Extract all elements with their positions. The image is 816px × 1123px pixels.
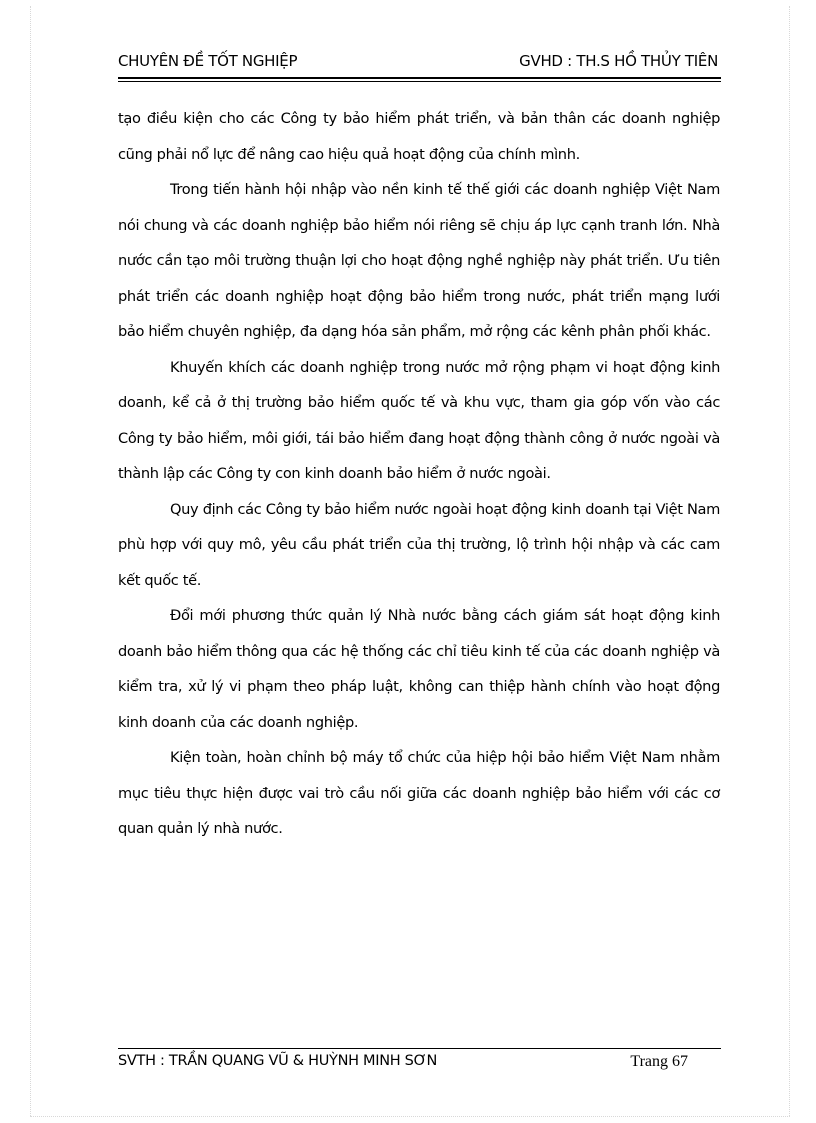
- header-rule-thin: [118, 81, 721, 82]
- page-header: [118, 52, 718, 78]
- footer-authors: SVTH : TRẦN QUANG VŨ & HUỲNH MINH SƠN: [118, 1053, 438, 1069]
- header-rule: [118, 77, 721, 79]
- paragraph-management: Đổi mới phương thức quản lý Nhà nước bằng cách giám sát hoạt động kinh doanh bảo hiểm thông qua các hệ thống các chỉ tiêu kinh tế của các doanh nghiệp và kiểm tra, xử lý vi phạm theo pháp luật, không can thiệp hành chính vào hoạt động kinh doanh của các doanh nghiệp.: [118, 607, 720, 731]
- paragraph-association: Kiện toàn, hoàn chỉnh bộ máy tổ chức của hiệp hội bảo hiểm Việt Nam nhằm mục tiêu thực hiện được vai trò cầu nối giữa các doanh nghiệp bảo hiểm với các cơ quan quản lý nhà nước.: [118, 749, 720, 837]
- paragraph-encourage: Khuyến khích các doanh nghiệp trong nước mở rộng phạm vi hoạt động kinh doanh, kể cả ở thị trường bảo hiểm quốc tế và khu vực, tham gia góp vốn vào các Công ty bảo hiểm, môi giới, tái bảo hiểm đang hoạt động thành công ở nước ngoài và thành lập các Công ty con kinh doanh bảo hiểm ở nước ngoài.: [118, 358, 720, 482]
- paragraph-integration: Trong tiến hành hội nhập vào nền kinh tế thế giới các doanh nghiệp Việt Nam nói chung và các doanh nghiệp bảo hiểm nói riêng sẽ chịu áp lực cạnh tranh lớn. Nhà nước cần tạo môi trường thuận lợi cho hoạt động nghề nghiệp này phát triển. Ưu tiên phát triển các doanh nghiệp hoạt động bảo hiểm trong nước, phát triển mạng lưới bảo hiểm chuyên nghiệp, đa dạng hóa sản phẩm, mở rộng các kênh phân phối khác.: [118, 181, 720, 340]
- page-footer: [118, 1053, 688, 1075]
- body-text: [118, 101, 720, 847]
- footer-page-number: Trang 67: [630, 1053, 688, 1070]
- paragraph-regulation: Quy định các Công ty bảo hiểm nước ngoài hoạt động kinh doanh tại Việt Nam phù hợp với quy mô, yêu cầu phát triển của thị trường, lộ trình hội nhập và các cam kết quốc tế.: [118, 500, 720, 589]
- footer-rule: [118, 1048, 721, 1049]
- page-bottom-edge: [30, 1116, 790, 1117]
- paragraph-continuation: tạo điều kiện cho các Công ty bảo hiểm phát triển, và bản thân các doanh nghiệp cũng phải nổ lực để nâng cao hiệu quả hoạt động của chính mình.: [118, 110, 720, 163]
- header-advisor: GVHD : TH.S HỒ THỦY TIÊN: [519, 52, 718, 70]
- header-document-type: CHUYÊN ĐỀ TỐT NGHIỆP: [118, 52, 298, 70]
